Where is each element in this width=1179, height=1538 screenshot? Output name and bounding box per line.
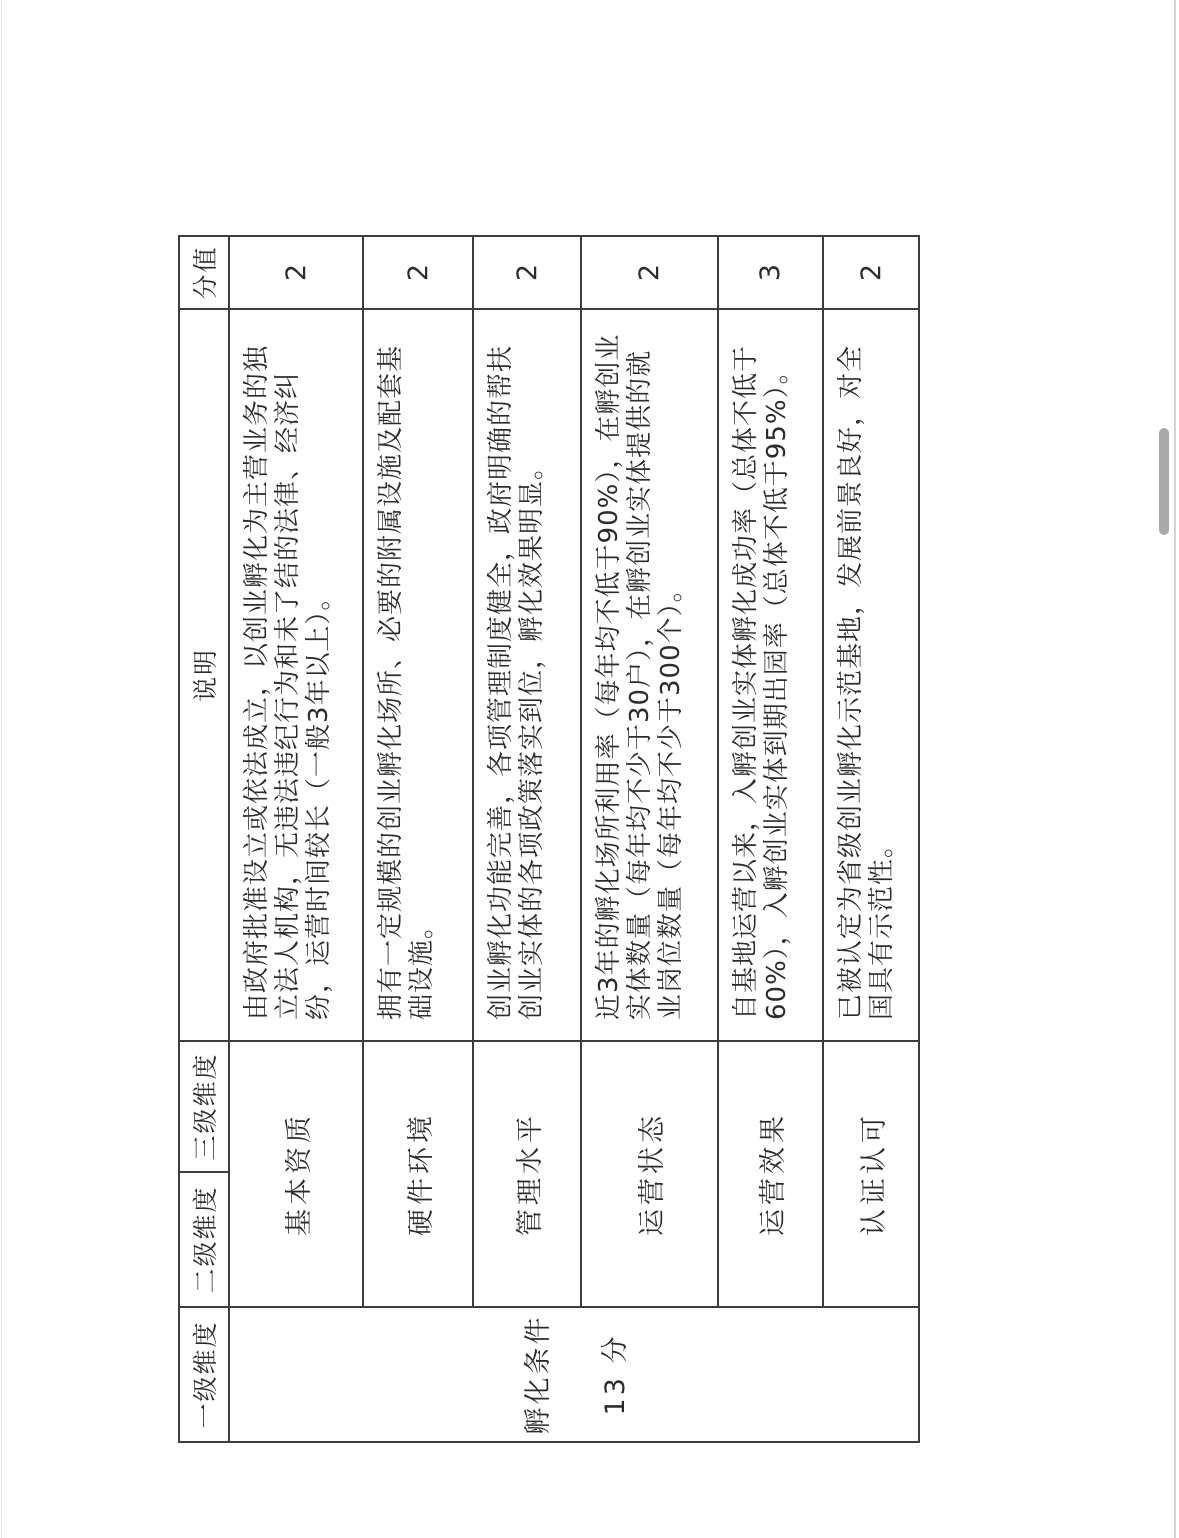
evaluation-criteria-table: [178, 235, 920, 1443]
header-level1-dimension: 一级维度: [179, 1307, 229, 1442]
header-description: 说明: [179, 309, 229, 1041]
table-row: [718, 236, 823, 1442]
score-value: 2: [229, 236, 363, 309]
dimension-label: 认证认可: [823, 1041, 919, 1307]
primary-dimension-name: 孵化条件: [523, 1314, 554, 1435]
header-level3-dimension: 三级维度: [179, 1041, 229, 1172]
criteria-description: 近3年的孵化场所利用率（每年均不低于90%），在孵创业实体数量（每年均不少于30户），在孵创业实体提供的就业岗位数量（每年均不少于300个）。: [581, 309, 718, 1041]
window-right-edge-line: [1174, 0, 1176, 1538]
table-row: [581, 236, 718, 1442]
table-header-row: [179, 236, 229, 1442]
criteria-description: 已被认定为省级创业孵化示范基地，发展前景良好，对全国具有示范性。: [823, 309, 919, 1041]
criteria-description: 由政府批准设立或依法成立，以创业孵化为主营业务的独立法人机构，无违法违纪行为和未了结的法律、经济纠纷，运营时间较长（一般3年以上）。: [229, 309, 363, 1041]
header-level2-dimension: 二级维度: [179, 1172, 229, 1307]
score-value: 2: [823, 236, 919, 309]
table-row: [823, 236, 919, 1442]
rotated-content: [178, 237, 918, 1443]
table-row: [229, 236, 363, 1442]
dimension-label: 硬件环境: [363, 1041, 473, 1307]
dimension-label: 运营状态: [581, 1041, 718, 1307]
score-value: 2: [581, 236, 718, 309]
score-value: 3: [718, 236, 823, 309]
rotated-table-region: [178, 237, 918, 1443]
criteria-description: 创业孵化功能完善，各项管理制度健全，政府明确的帮扶创业实体的各项政策落实到位，孵化效果明显。: [473, 309, 581, 1041]
table-row: [363, 236, 473, 1442]
primary-dimension-cell: [229, 1307, 919, 1442]
dimension-label: 管理水平: [473, 1041, 581, 1307]
score-value: 2: [363, 236, 473, 309]
dimension-label: 运营效果: [718, 1041, 823, 1307]
header-score: 分值: [179, 236, 229, 309]
table-row: [473, 236, 581, 1442]
page-left-edge-line: [1, 0, 2, 1538]
primary-dimension-score: 13 分: [600, 1333, 631, 1416]
dimension-label: 基本资质: [229, 1041, 363, 1307]
criteria-description: 自基地运营以来，入孵创业实体孵化成功率（总体不低于60%），入孵创业实体到期出园率（总体不低于95%）。: [718, 309, 823, 1041]
criteria-description: 拥有一定规模的创业孵化场所、必要的附属设施及配套基础设施。: [363, 309, 473, 1041]
score-value: 2: [473, 236, 581, 309]
vertical-scrollbar-thumb[interactable]: [1159, 428, 1169, 535]
